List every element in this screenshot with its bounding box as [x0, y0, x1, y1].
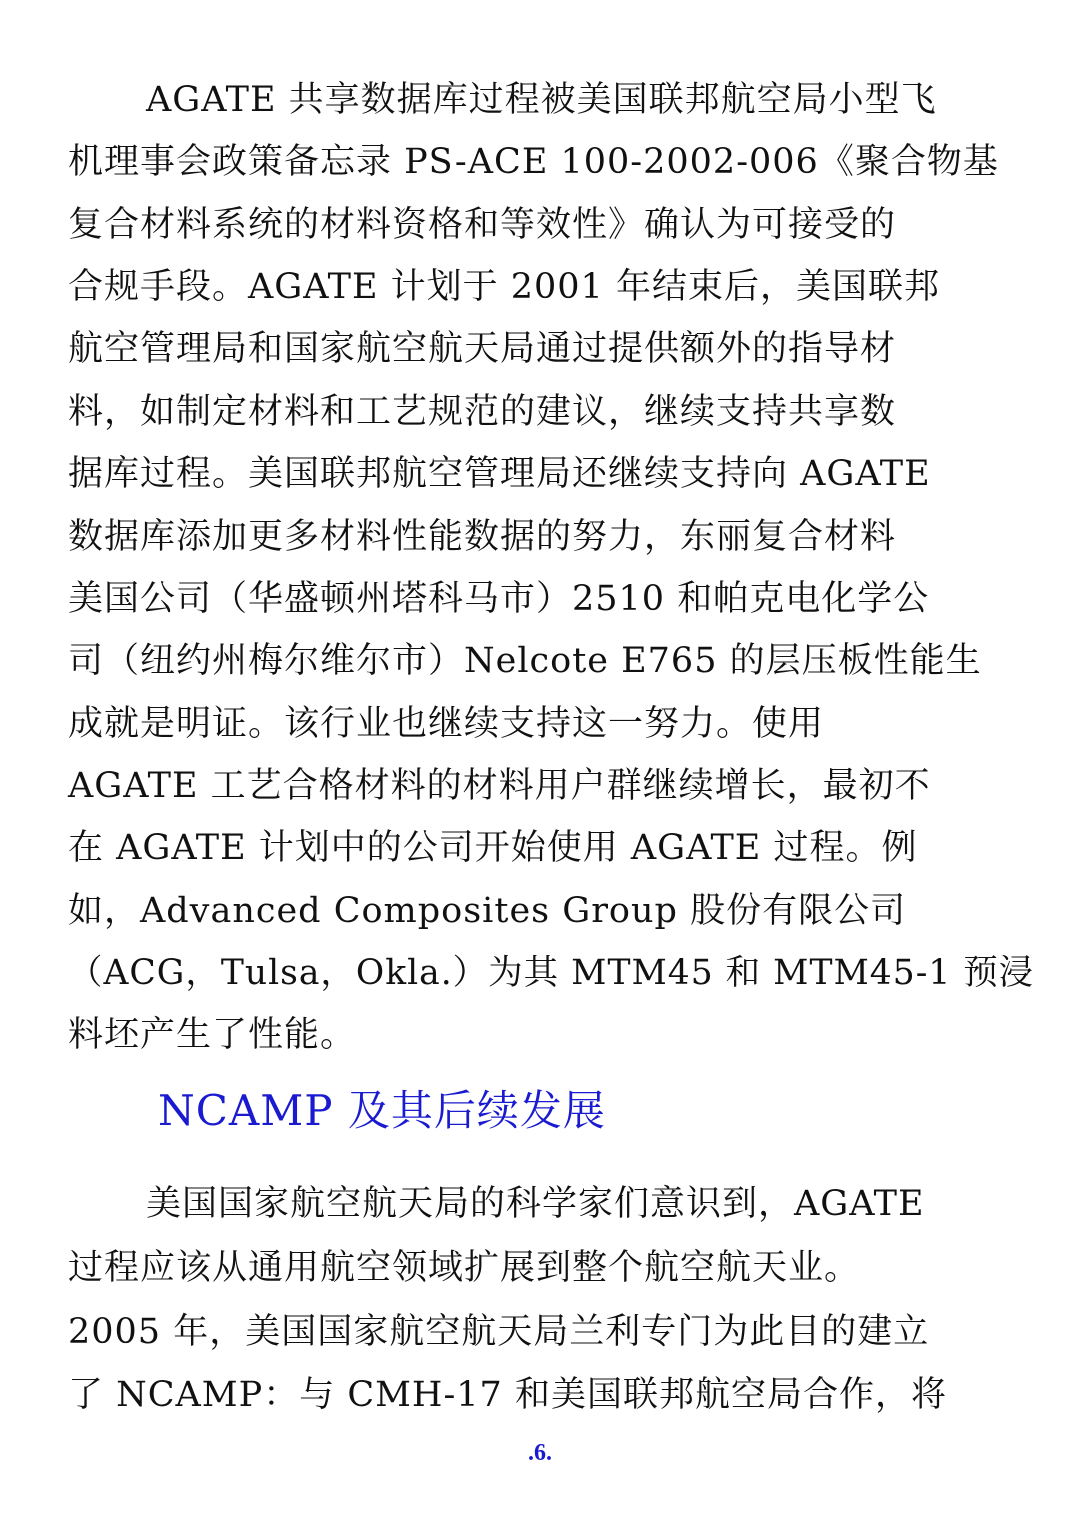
- paragraph-line: 司（纽约州梅尔维尔市）Nelcote E765 的层压板性能生: [68, 641, 982, 681]
- paragraph-line: 复合材料系统的材料资格和等效性》确认为可接受的: [68, 205, 897, 245]
- paragraph-line: AGATE 工艺合格材料的材料用户群继续增长，最初不: [68, 766, 931, 806]
- paragraph-line: 机理事会政策备忘录 PS-ACE 100-2002-006《聚合物基: [68, 142, 999, 182]
- paragraph-line: 2005 年，美国国家航空航天局兰利专门为此目的建立: [68, 1312, 930, 1352]
- paragraph-line: 合规手段。AGATE 计划于 2001 年结束后，美国联邦: [68, 267, 940, 307]
- paragraph-line: 美国公司（华盛顿州塔科马市）2510 和帕克电化学公: [68, 579, 930, 619]
- paragraph-line: 料坯产生了性能。: [68, 1015, 357, 1055]
- page-number: .6.: [528, 1440, 552, 1466]
- paragraph-line: 料，如制定材料和工艺规范的建议，继续支持共享数: [68, 392, 897, 432]
- section-heading: NCAMP 及其后续发展: [158, 1086, 606, 1135]
- paragraph-line: 航空管理局和国家航空航天局通过提供额外的指导材: [68, 329, 897, 369]
- paragraph-line: 在 AGATE 计划中的公司开始使用 AGATE 过程。例: [68, 828, 918, 868]
- paragraph-line: 如，Advanced Composites Group 股份有限公司: [68, 891, 907, 931]
- paragraph-line: （ACG，Tulsa，Okla.）为其 MTM45 和 MTM45-1 预浸: [68, 953, 1035, 993]
- paragraph-line: 过程应该从通用航空领域扩展到整个航空航天业。: [68, 1248, 861, 1288]
- paragraph-line: 成就是明证。该行业也继续支持这一努力。使用: [68, 704, 825, 744]
- paragraph-line: 美国国家航空航天局的科学家们意识到，AGATE: [146, 1184, 925, 1224]
- paragraph-line: 据库过程。美国联邦航空管理局还继续支持向 AGATE: [68, 454, 931, 494]
- paragraph-line: 数据库添加更多材料性能数据的努力，东丽复合材料: [68, 517, 897, 557]
- paragraph-line: AGATE 共享数据库过程被美国联邦航空局小型飞: [146, 80, 937, 120]
- paragraph-line: 了 NCAMP：与 CMH-17 和美国联邦航空局合作，将: [68, 1375, 947, 1415]
